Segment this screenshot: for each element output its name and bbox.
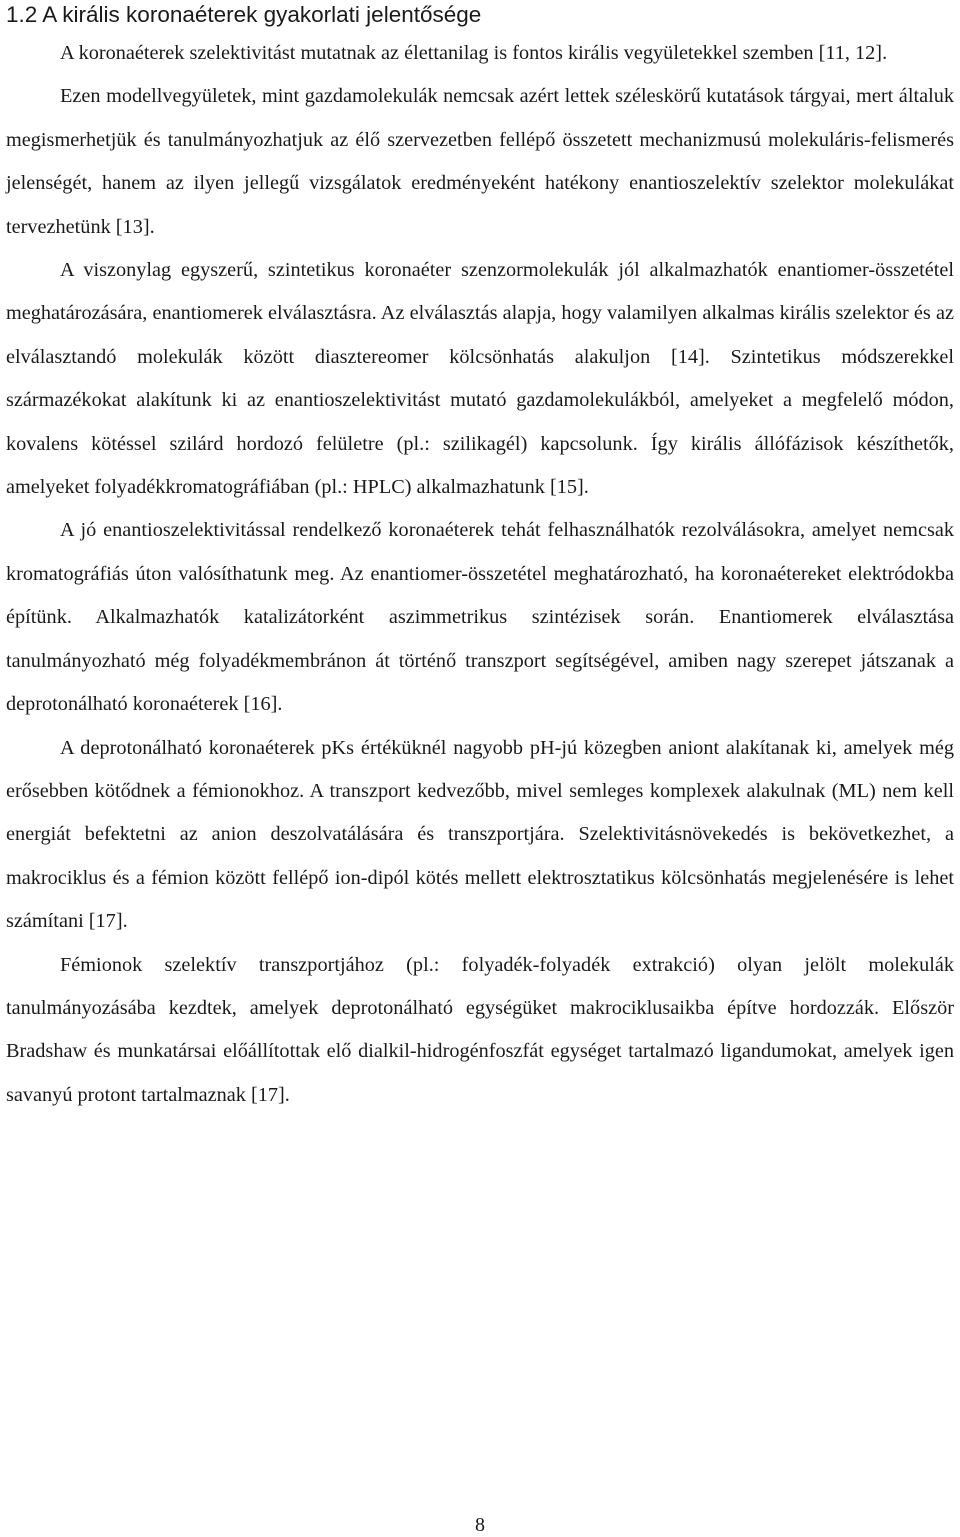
- paragraph: Ezen modellvegyületek, mint gazdamolekulák nemcsak azért lettek széleskörű kutatások tárgyai, mert általuk megismerhetjük és tanulmányozhatjuk az élő szervezetben fellépő összetett mechanizmusú molekuláris-felismerés jelenségét, hanem az ilyen jellegű vizsgálatok eredményeként hatékony enantioszelektív szelektor molekulákat tervezhetünk [13].: [6, 85, 954, 238]
- section-heading: 1.2 A királis koronaéterek gyakorlati jelentősége: [6, 2, 482, 27]
- paragraph: A jó enantioszelektivitással rendelkező koronaéterek tehát felhasználhatók rezolválásokra, amelyet nemcsak kromatográfiás úton valósíthatunk meg. Az enantiomer-összetétel meghatározható, ha koronaétereket elektródokba építünk. Alkalmazhatók katalizátorként aszimmetrikus szintézisek során. Enantiomerek elválasztása tanulmányozható még folyadékmembránon át történő transzport segítségével, amiben nagy szerepet játszanak a deprotonálható koronaéterek [16].: [6, 519, 954, 716]
- paragraph: Fémionok szelektív transzportjához (pl.: folyadék-folyadék extrakció) olyan jelölt molekulák tanulmányozásába kezdtek, amelyek deprotonálható egységüket makrociklusaikba építve hordozzák. Először Bradshaw és munkatársai előállítottak elő dialkil-hidrogénfoszfát egységet tartalmazó ligandumokat, amelyek igen savanyú protont tartalmaznak [17].: [6, 953, 954, 1106]
- page-number: 8: [475, 1514, 485, 1536]
- paragraph: A deprotonálható koronaéterek pKs értéküknél nagyobb pH-jú közegben aniont alakítanak ki, amelyek még erősebben kötődnek a fémionokhoz. A transzport kedvezőbb, mivel semleges komplexek alakulnak (ML) nem kell energiát befektetni az anion deszolvatálására és transzportjára. Szelektivitásnövekedés is bekövetkezhet, a makrociklus és a fémion között fellépő ion-dipól kötés mellett elektrosztatikus kölcsönhatás megjelenésére is lehet számítani [17].: [6, 736, 954, 933]
- paragraph: A koronaéterek szelektivitást mutatnak az élettanilag is fontos királis vegyületekkel szemben [11, 12].: [60, 42, 888, 64]
- body-text: [6, 32, 954, 1117]
- paragraph: A viszonylag egyszerű, szintetikus koronaéter szenzormolekulák jól alkalmazhatók enantiomer-összetétel meghatározására, enantiomerek elválasztásra. Az elválasztás alapja, hogy valamilyen alkalmas királis szelektor és az elválasztandó molekulák között diasztereomer kölcsönhatás alakuljon [14]. Szintetikus módszerekkel származékokat alakítunk ki az enantioszelektivitást mutató gazdamolekulákból, amelyeket a megfelelő módon, kovalens kötéssel szilárd hordozó felületre (pl.: szilikagél) kapcsolunk. Így királis állófázisok készíthetők, amelyeket folyadékkromatográfiában (pl.: HPLC) alkalmazhatunk [15].: [6, 259, 954, 499]
